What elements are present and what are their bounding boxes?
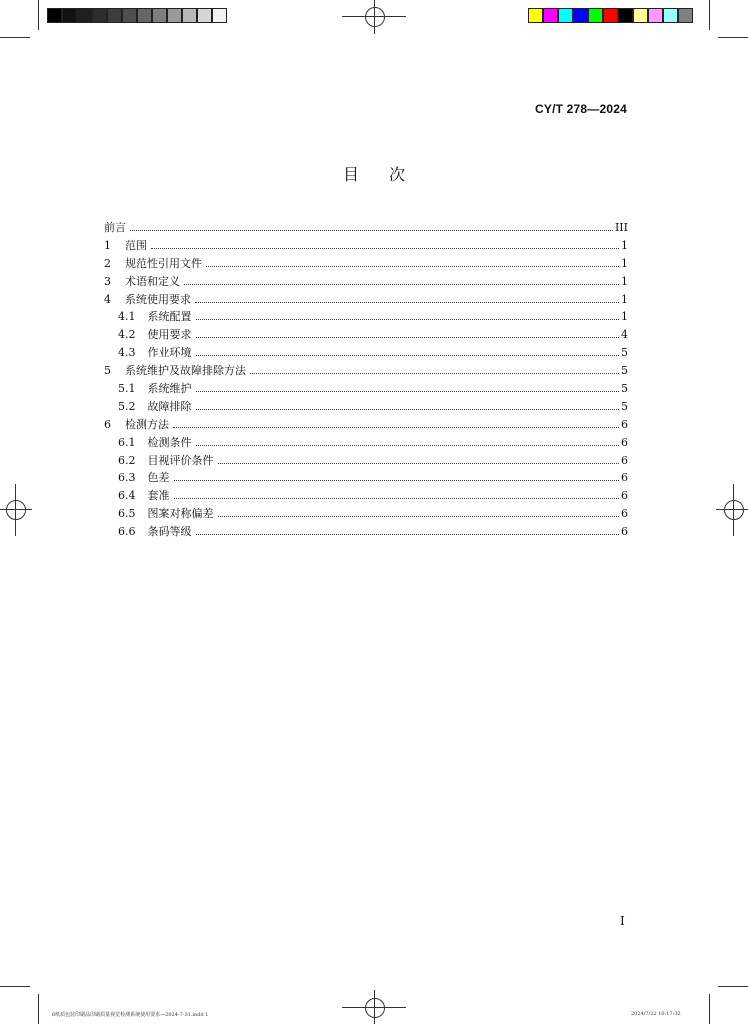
toc-entry[interactable] [104, 523, 628, 541]
toc-entry[interactable] [104, 380, 628, 398]
toc-entry-number: 5.2 [118, 399, 136, 413]
toc-entry-label: 检测方法 [125, 417, 169, 431]
toc-entry-page: 1 [621, 310, 628, 324]
gray-swatch [212, 8, 227, 23]
toc-entry[interactable] [104, 487, 628, 505]
toc-entry-number: 4.1 [118, 310, 136, 324]
crop-mark-bottom-left-v [38, 994, 39, 1024]
toc-entry-number: 5 [104, 364, 111, 378]
gray-swatch [62, 8, 77, 23]
toc-entry-page: 1 [621, 256, 628, 270]
gray-swatch [197, 8, 212, 23]
toc-entry-page: 6 [621, 453, 628, 467]
toc-entry[interactable] [104, 362, 628, 380]
toc-entry-page: 6 [621, 507, 628, 521]
gray-swatch [47, 8, 62, 23]
toc-entry-number: 6.5 [118, 507, 136, 521]
toc-entry-number: 2 [104, 256, 111, 270]
toc-entry-number: 6.1 [118, 435, 136, 449]
gray-swatch [77, 8, 92, 23]
toc-leader-dots [184, 283, 619, 285]
toc-entry-number: 5.1 [118, 382, 136, 396]
toc-entry-label: 范围 [125, 238, 147, 252]
toc-entry[interactable] [104, 291, 628, 309]
color-swatch [573, 8, 588, 23]
toc-entry-label: 系统维护及故障排除方法 [125, 364, 246, 378]
toc-leader-dots [218, 515, 620, 517]
toc-entry-label: 系统使用要求 [125, 292, 191, 306]
toc-entry-page: 6 [621, 489, 628, 503]
toc-entry[interactable] [104, 469, 628, 487]
toc-entry[interactable] [104, 273, 628, 291]
gray-swatch [152, 8, 167, 23]
toc-leader-dots [173, 426, 619, 428]
toc-entry-label: 色差 [147, 471, 170, 485]
toc-entry-label: 术语和定义 [125, 274, 180, 288]
crop-mark-top-left-v [38, 0, 39, 30]
crop-mark-bottom-left-h [0, 986, 30, 987]
footer-timestamp: 2024/7/22 10:17:32 [631, 1011, 681, 1017]
toc-leader-dots [130, 229, 613, 231]
toc-entry-label: 检测条件 [147, 435, 192, 449]
toc-entry[interactable] [104, 344, 628, 362]
toc-leader-dots [196, 533, 620, 535]
toc-entry-label: 图案对称偏差 [147, 507, 214, 521]
crop-mark-top-right-h [718, 37, 748, 38]
toc-entry-page: 5 [621, 364, 628, 378]
toc-entry-label: 系统配置 [147, 310, 192, 324]
toc-entry-number: 4 [104, 292, 111, 306]
toc-entry-number: 6 [104, 417, 111, 431]
color-swatch [648, 8, 663, 23]
toc-entry-number: 6.6 [118, 525, 136, 539]
gray-swatch [182, 8, 197, 23]
toc-entry[interactable] [104, 237, 628, 255]
toc-entry-page: 6 [621, 471, 628, 485]
toc-entry[interactable] [104, 255, 628, 273]
toc-entry-label: 故障排除 [147, 399, 192, 413]
color-swatch [663, 8, 678, 23]
toc-entry-page: 6 [621, 435, 628, 449]
toc-entry-number: 6.3 [118, 471, 136, 485]
toc-entry[interactable] [104, 505, 628, 523]
toc-entry-page: 1 [621, 292, 628, 306]
toc-leader-dots [195, 301, 619, 303]
toc-entry-page: 5 [621, 399, 628, 413]
toc-entry-page: 4 [621, 328, 628, 342]
toc-leader-dots [196, 318, 620, 320]
toc-entry-label: 作业环境 [147, 346, 192, 360]
toc-entry-number: 6.2 [118, 453, 136, 467]
toc-leader-dots [218, 462, 620, 464]
toc-entry-label: 规范性引用文件 [125, 256, 202, 270]
toc-leader-dots [196, 444, 620, 446]
color-calibration-bar [528, 8, 693, 23]
color-swatch [528, 8, 543, 23]
toc-leader-dots [206, 265, 619, 267]
toc-entry[interactable] [104, 416, 628, 434]
color-swatch [633, 8, 648, 23]
toc-leader-dots [196, 336, 620, 338]
toc-leader-dots [174, 479, 620, 481]
toc-entry[interactable] [104, 452, 628, 470]
toc-leader-dots [174, 497, 620, 499]
toc-entry-page: 1 [621, 274, 628, 288]
color-swatch [618, 8, 633, 23]
toc-entry[interactable] [104, 326, 628, 344]
color-swatch [558, 8, 573, 23]
toc-entry-page: III [614, 221, 628, 234]
standard-number: CY/T 278—2024 [535, 102, 627, 116]
toc-entry-label: 前言 [104, 221, 126, 234]
toc-entry-number: 6.4 [118, 489, 136, 503]
toc-leader-dots [196, 408, 620, 410]
toc-entry-label: 使用要求 [147, 328, 192, 342]
gray-swatch [137, 8, 152, 23]
color-swatch [678, 8, 693, 23]
toc-entry-page: 6 [621, 525, 628, 539]
table-of-contents [104, 219, 628, 541]
page-folio: I [620, 914, 625, 928]
crop-mark-bottom-right-h [718, 986, 748, 987]
gray-swatch [92, 8, 107, 23]
color-swatch [543, 8, 558, 23]
gray-swatch [122, 8, 137, 23]
toc-entry-page: 6 [621, 417, 628, 431]
toc-entry-page: 1 [621, 238, 628, 252]
toc-entry-label: 目视评价条件 [147, 453, 214, 467]
gray-swatch [167, 8, 182, 23]
toc-entry[interactable] [104, 219, 628, 237]
crop-mark-top-right-v [709, 0, 710, 30]
toc-entry-label: 系统维护 [147, 382, 192, 396]
toc-leader-dots [196, 390, 620, 392]
crop-mark-top-left-h [0, 37, 30, 38]
toc-entry-page: 5 [621, 346, 628, 360]
crop-mark-bottom-right-v [709, 994, 710, 1024]
toc-entry-number: 1 [104, 238, 111, 252]
toc-entry[interactable] [104, 434, 628, 452]
toc-entry-label: 套准 [147, 489, 170, 503]
page-title: 目次 [342, 165, 435, 184]
toc-leader-dots [250, 372, 619, 374]
color-swatch [588, 8, 603, 23]
toc-entry-number: 4.2 [118, 328, 136, 342]
gray-swatch [107, 8, 122, 23]
color-swatch [603, 8, 618, 23]
toc-entry-page: 5 [621, 382, 628, 396]
toc-entry[interactable] [104, 308, 628, 326]
gray-scale-bar [47, 8, 227, 23]
toc-entry-number: 3 [104, 274, 111, 288]
toc-leader-dots [151, 247, 619, 249]
footer-file-name: 6纸质包装印刷品印刷质量视觉检测系统使用要求—2024-7-31.indd 1 [52, 1012, 209, 1018]
toc-entry-label: 条码等级 [147, 525, 192, 539]
toc-entry-number: 4.3 [118, 346, 136, 360]
toc-leader-dots [196, 354, 620, 356]
toc-entry[interactable] [104, 398, 628, 416]
